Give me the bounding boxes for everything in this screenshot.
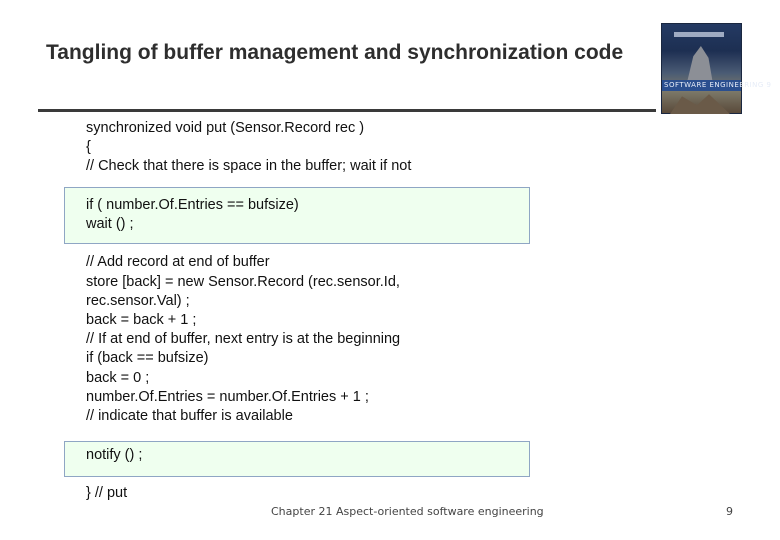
code-line: } // put bbox=[86, 485, 128, 501]
code-line: { bbox=[86, 139, 91, 155]
code-line: if ( number.Of.Entries == bufsize) bbox=[86, 197, 299, 213]
title-divider bbox=[38, 109, 656, 112]
code-line: // Add record at end of buffer bbox=[86, 254, 270, 270]
code-line: synchronized void put (Sensor.Record rec ) bbox=[86, 120, 365, 136]
code-line: rec.sensor.Val) ; bbox=[86, 293, 190, 309]
code-line: // Check that there is space in the buffer; wait if not bbox=[86, 158, 412, 174]
code-line: // If at end of buffer, next entry is at the beginning bbox=[86, 331, 401, 347]
code-line: store [back] = new Sensor.Record (rec.sensor.Id, bbox=[86, 274, 400, 290]
code-line: // indicate that buffer is available bbox=[86, 408, 293, 424]
book-cover-title: SOFTWARE ENGINEERING 9 bbox=[664, 81, 772, 89]
footer-chapter: Chapter 21 Aspect-oriented software engineering bbox=[271, 505, 544, 518]
code-line: number.Of.Entries = number.Of.Entries + 1 ; bbox=[86, 389, 369, 405]
slide-title: Tangling of buffer management and synchronization code bbox=[46, 41, 624, 64]
page-number: 9 bbox=[726, 505, 733, 518]
book-cover-image bbox=[661, 23, 772, 114]
code-line: wait () ; bbox=[86, 216, 134, 232]
code-line: if (back == bufsize) bbox=[86, 350, 209, 366]
code-line: back = back + 1 ; bbox=[86, 312, 197, 328]
code-line: back = 0 ; bbox=[86, 370, 150, 386]
code-line: notify () ; bbox=[86, 447, 143, 463]
